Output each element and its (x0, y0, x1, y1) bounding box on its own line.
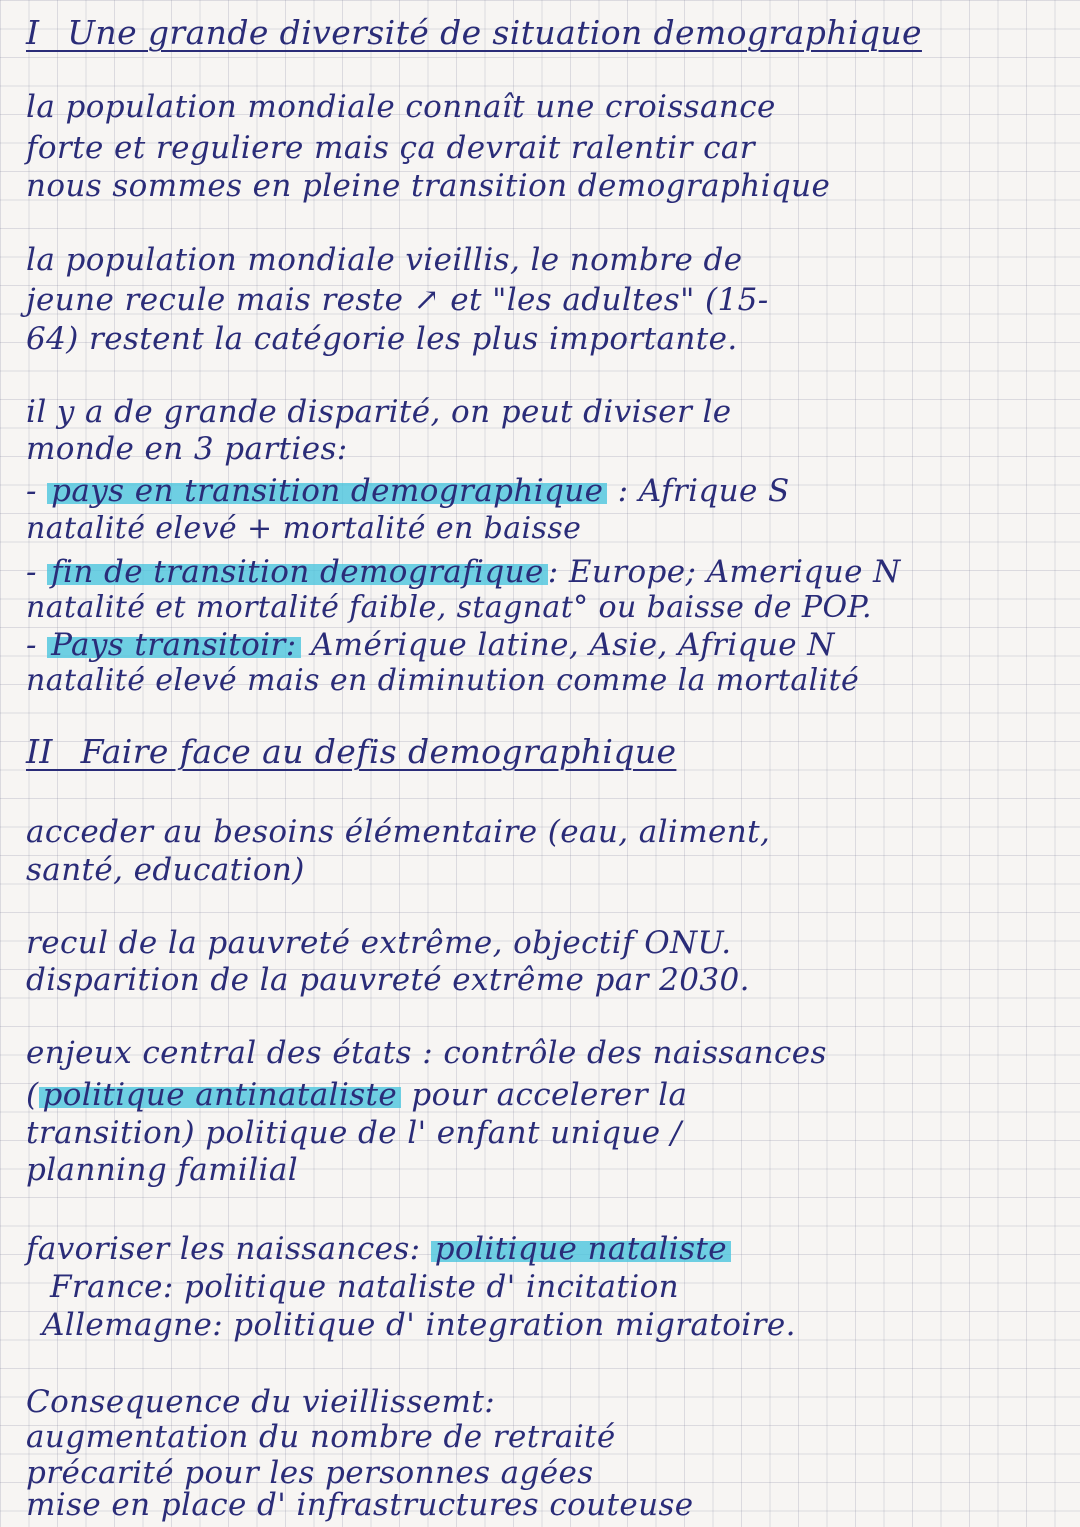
group-regions: Amérique latine, Asie, Afrique N (300, 627, 835, 663)
highlighted-term: politique antinataliste (39, 1077, 402, 1113)
text-line: disparition de la pauvreté extrême par 2030. (26, 962, 750, 998)
text-line: acceder au besoins élémentaire (eau, aliment, (26, 814, 771, 850)
text-line: Consequence du vieillissemt: (26, 1384, 496, 1420)
text-fragment: favoriser les naissances: (26, 1231, 431, 1267)
text-line: la population mondiale vieillis, le nombre de (26, 242, 743, 278)
group-regions: : Afrique S (607, 473, 790, 509)
text-line: monde en 3 parties: (26, 431, 348, 467)
text-line: France: politique nataliste d' incitation (50, 1269, 679, 1305)
text-line: la population mondiale connaît une croissance (26, 89, 776, 125)
text-line: augmentation du nombre de retraité (26, 1419, 616, 1455)
text-line: transition) politique de l' enfant unique / (26, 1115, 682, 1151)
highlighted-term: pays en transition demographique (47, 473, 607, 509)
text-line: planning familial (26, 1152, 299, 1188)
text-line: nous sommes en pleine transition demographique (26, 168, 831, 204)
text-line (26, 1232, 731, 1266)
dash: - (26, 554, 48, 590)
section-2-title: II_ Faire face au defis demographique (26, 732, 677, 771)
text-line: précarité pour les personnes agées (26, 1455, 594, 1491)
text-fragment: pour accelerer la (401, 1077, 688, 1113)
text-line: enjeux central des états : contrôle des naissances (26, 1035, 827, 1071)
text-line: mise en place d' infrastructures couteuse (26, 1487, 694, 1523)
dash: - (26, 473, 48, 509)
section-1-title: I_ Une grande diversité de situation demographique (26, 13, 922, 52)
text-line: Allemagne: politique d' integration migratoire. (42, 1307, 796, 1343)
group-2-line (26, 555, 901, 589)
highlighted-term: Pays transitoir: (47, 627, 300, 663)
group-2-detail: natalité et mortalité faible, stagnat° ou baisse de POP. (26, 590, 872, 625)
text-line: forte et reguliere mais ça devrait ralentir car (26, 130, 755, 166)
text-line: il y a de grande disparité, on peut diviser le (26, 394, 732, 430)
group-1-line (26, 474, 790, 508)
bracket: ( (26, 1077, 39, 1113)
group-1-detail: natalité elevé + mortalité en baisse (26, 511, 582, 546)
highlighted-term: politique nataliste (431, 1231, 731, 1267)
text-line: santé, education) (26, 852, 305, 888)
group-3-line (26, 628, 835, 662)
highlighted-term: fin de transition demografique (47, 554, 548, 590)
text-line: jeune recule mais reste ↗ et "les adultes" (15- (26, 282, 769, 318)
text-line: recul de la pauvreté extrême, objectif ONU. (26, 925, 732, 961)
dash: - (26, 627, 48, 663)
text-line (26, 1078, 687, 1112)
group-3-detail: natalité elevé mais en diminution comme la mortalité (26, 663, 860, 698)
group-regions: : Europe; Amerique N (547, 554, 901, 590)
text-line: 64) restent la catégorie les plus importante. (26, 321, 738, 357)
